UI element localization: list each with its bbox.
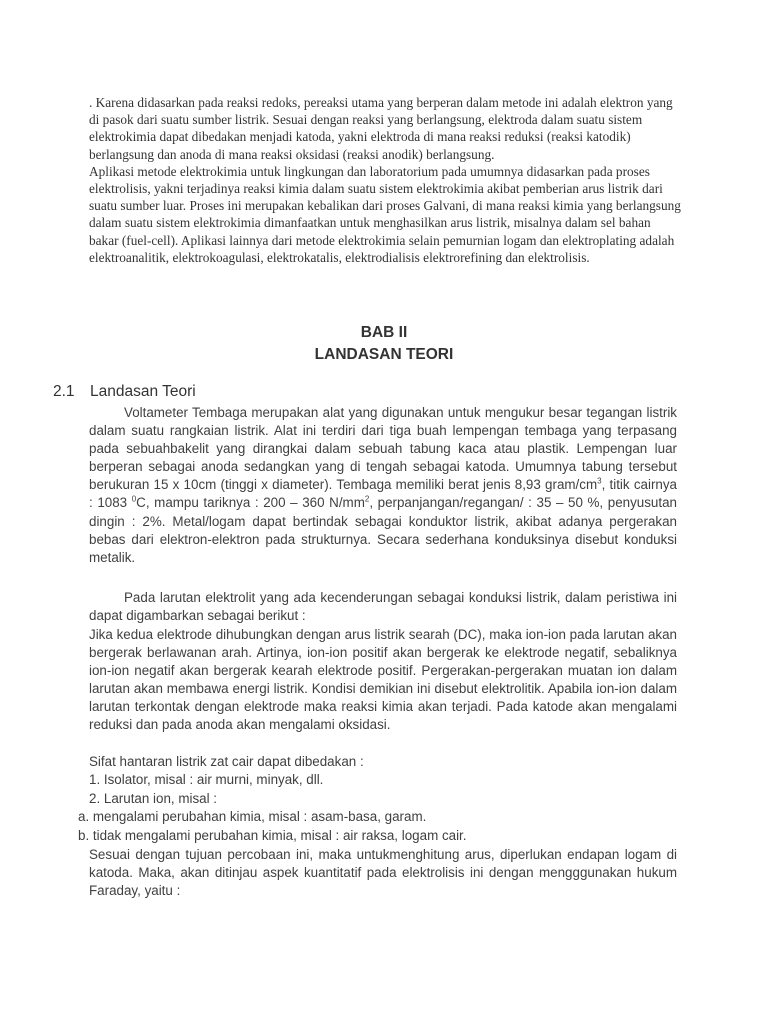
section-title: Landasan Teori — [90, 383, 196, 400]
intro-paragraph-1: . Karena didasarkan pada reaksi redoks, pereaksi utama yang berperan dalam metode ini adalah elektron yang di pasok dari suatu sumber listrik. Sesuai dengan reaksi yang berlangsung, elektroda dalam suatu sistem elektrokimia dapat dibedakan menjadi katoda, yakni elektroda di mana reaksi reduksi (reaksi katodik) berlangsung dan anoda di mana reaksi oksidasi (reaksi anodik) berlangsung. — [89, 95, 673, 162]
body-paragraph-1-part-b: , titik cairnya : 1083 — [89, 477, 677, 511]
body-paragraph-1 — [89, 404, 677, 567]
list-item-1: 1. Isolator, misal : air murni, minyak, dll. — [89, 772, 324, 787]
body-paragraph-1-part-d: , perpanjangan/regangan/ : 35 – 50 %, penyusutan dingin : 2%. Metal/logam dapat bertindak sebagai konduktor listrik, akibat adanya pergerakan bebas dari elektron-elektron pada strukturnya. Secara sederhana konduksinya disebut konduksi metalik. — [89, 495, 677, 565]
list-item-b: b. tidak mengalami perubahan kimia, misal : air raksa, logam cair. — [78, 828, 467, 843]
chapter-number: BAB II — [360, 324, 408, 341]
list-item-2: 2. Larutan ion, misal : — [89, 791, 218, 806]
section-number: 2.1 — [53, 383, 75, 400]
superscript-3: 3 — [597, 476, 602, 486]
list-item-a: a. mengalami perubahan kimia, misal : asam-basa, garam. — [78, 809, 427, 824]
section-heading — [53, 383, 196, 401]
intro-text — [89, 94, 683, 266]
intro-paragraph-2: Aplikasi metode elektrokimia untuk lingkungan dan laboratorium pada umumnya didasarkan pada proses elektrolisis, yakni terjadinya reaksi kimia dalam suatu sistem elektrokimia akibat pemberian arus listrik dari suatu sumber luar. Proses ini merupakan kebalikan dari proses Galvani, di mana reaksi kimia yang berlangsung dalam suatu sistem elektrokimia dimanfaatkan untuk menghasilkan arus listrik, misalnya dalam sel bahan bakar (fuel-cell). Aplikasi lainnya dari metode elektrokimia selain pemurnian logam dan elektroplating adalah elektroanalitik, elektrokoagulasi, elektrokatalis, elektrodialisis elektrorefining dan elektrolisis. — [89, 163, 681, 265]
body-paragraph-3: Jika kedua elektrode dihubungkan dengan arus listrik searah (DC), maka ion-ion pada larutan akan bergerak berlawanan arah. Artinya, ion-ion positif akan bergerak ke elektrode negatif, sebaliknya ion-ion negatif akan bergerak kearah elektrode positif. Pergerakan-pergerakan muatan ion dalam larutan akan membawa energi listrik. Kondisi demikian ini disebut elektrolitik. Apabila ion-ion dalam larutan terkontak dengan elektrode maka reaksi kimia akan terjadi. Pada katode akan mengalami reduksi dan pada anoda akan mengalami oksidasi. — [89, 627, 677, 733]
body-paragraph-1-part-c: C, mampu tariknya : 200 – 360 N/mm — [136, 495, 365, 511]
body-paragraph-1-part-a: Voltameter Tembaga merupakan alat yang digunakan untuk mengukur besar tegangan listrik dalam suatu rangkaian listrik. Alat ini terdiri dari tiga buah lempengan tembaga yang terpasang pada sebuahbakelit yang dirangkai dalam sebuah tabung kaca atau plastik. Lempengan luar berperan sebagai anoda sedangkan yang di tengah sebagai katoda. Umumnya tabung tersebut berukuran 15 x 10cm (tinggi x diameter). Tembaga memiliki berat jenis 8,93 gram/cm — [89, 405, 677, 493]
body-paragraph-4: Sifat hantaran listrik zat cair dapat dibedakan : — [89, 754, 364, 769]
superscript-2: 2 — [364, 495, 370, 504]
chapter-title: LANDASAN TEORI — [314, 346, 454, 363]
body-paragraph-2: Pada larutan elektrolit yang ada kecenderungan sebagai konduksi listrik, dalam peristiwa ini dapat digambarkan sebagai berikut : — [89, 590, 677, 624]
body-paragraph-5: Sesuai dengan tujuan percobaan ini, maka untukmenghitung arus, diperlukan endapan logam di katoda. Maka, akan ditinjau aspek kuantitatif pada elektrolisis ini dengan mengggunakan hukum Faraday, yaitu : — [89, 847, 677, 899]
superscript-0: 0 — [131, 495, 137, 504]
